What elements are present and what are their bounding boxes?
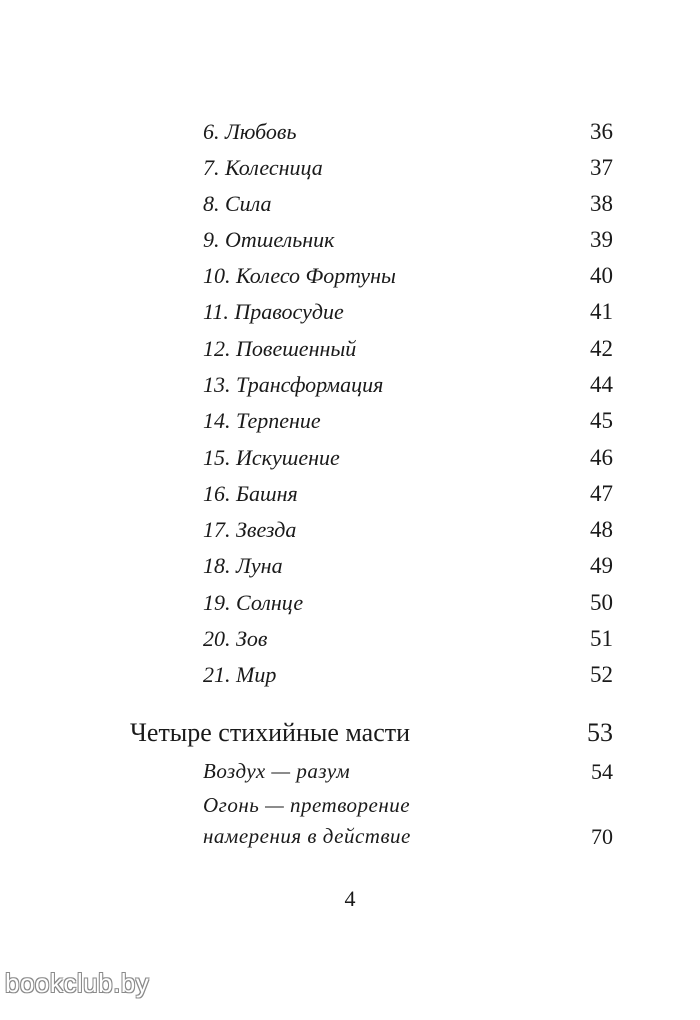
toc-entry-page: 41 <box>590 299 613 324</box>
page-number: 4 <box>344 886 356 911</box>
toc-entry <box>203 403 613 439</box>
toc-entry-title: 9. Отшельник <box>203 227 335 252</box>
toc-entry-page: 38 <box>590 191 613 216</box>
toc-entry <box>203 367 613 403</box>
toc-entry-page: 37 <box>590 155 613 180</box>
toc-entry-title: 12. Повешенный <box>203 336 357 361</box>
toc-entry-page: 52 <box>590 662 613 687</box>
toc-entry <box>203 476 613 512</box>
toc-entry <box>203 548 613 584</box>
toc-subentry-title: Огонь — претворение намерения в действие <box>203 793 411 848</box>
toc-entry-title: 11. Правосудие <box>203 299 344 324</box>
toc-entry-page: 46 <box>590 445 613 470</box>
toc-entry-page: 50 <box>590 590 613 615</box>
toc-entry <box>203 585 613 621</box>
toc-section-title: Четыре стихийные масти <box>130 718 411 747</box>
toc-entry-page: 36 <box>590 119 613 144</box>
toc-entry <box>203 258 613 294</box>
toc-entry-title: 14. Терпение <box>203 408 321 433</box>
toc-entry <box>203 150 613 186</box>
toc-entry <box>203 114 613 150</box>
toc-subentry <box>203 756 613 787</box>
toc-entry <box>203 331 613 367</box>
toc-entry <box>203 186 613 222</box>
toc-entry <box>203 222 613 258</box>
toc-subentry-page: 54 <box>591 759 613 784</box>
toc-entry-title: 21. Мир <box>203 662 277 687</box>
toc-entry-title: 10. Колесо Фортуны <box>203 263 396 288</box>
toc-entry-title: 7. Колесница <box>203 155 323 180</box>
toc-section-heading <box>130 713 613 753</box>
toc-entry-page: 48 <box>590 517 613 542</box>
toc-subentry-page: 70 <box>591 824 613 849</box>
toc-section-page: 53 <box>587 718 613 747</box>
toc-entry <box>203 657 613 693</box>
toc-entry <box>203 440 613 476</box>
toc-entry-title: 16. Башня <box>203 481 298 506</box>
toc-entry-page: 39 <box>590 227 613 252</box>
toc-entry <box>203 294 613 330</box>
toc-entry-title: 15. Искушение <box>203 445 340 470</box>
toc-entry-page: 44 <box>590 372 613 397</box>
toc-entry-title: 20. Зов <box>203 626 268 651</box>
toc-entry-page: 40 <box>590 263 613 288</box>
toc-entry-page: 42 <box>590 336 613 361</box>
toc-entry-title: 13. Трансформация <box>203 372 384 397</box>
toc-entry-page: 49 <box>590 553 613 578</box>
toc-entry <box>203 621 613 657</box>
toc-entry-title: 8. Сила <box>203 191 272 216</box>
toc-entry-page: 45 <box>590 408 613 433</box>
toc-entry-title: 17. Звезда <box>203 517 297 542</box>
toc-subentry <box>203 790 613 852</box>
toc-entry-title: 18. Луна <box>203 553 283 578</box>
watermark: bookclub.by <box>5 968 150 998</box>
toc-entry-title: 6. Любовь <box>203 119 297 144</box>
toc-entry-page: 47 <box>590 481 613 506</box>
toc-subentry-title: Воздух — разум <box>203 759 351 783</box>
toc-entry <box>203 512 613 548</box>
toc-entry-page: 51 <box>590 626 613 651</box>
toc-entry-title: 19. Солнце <box>203 590 304 615</box>
